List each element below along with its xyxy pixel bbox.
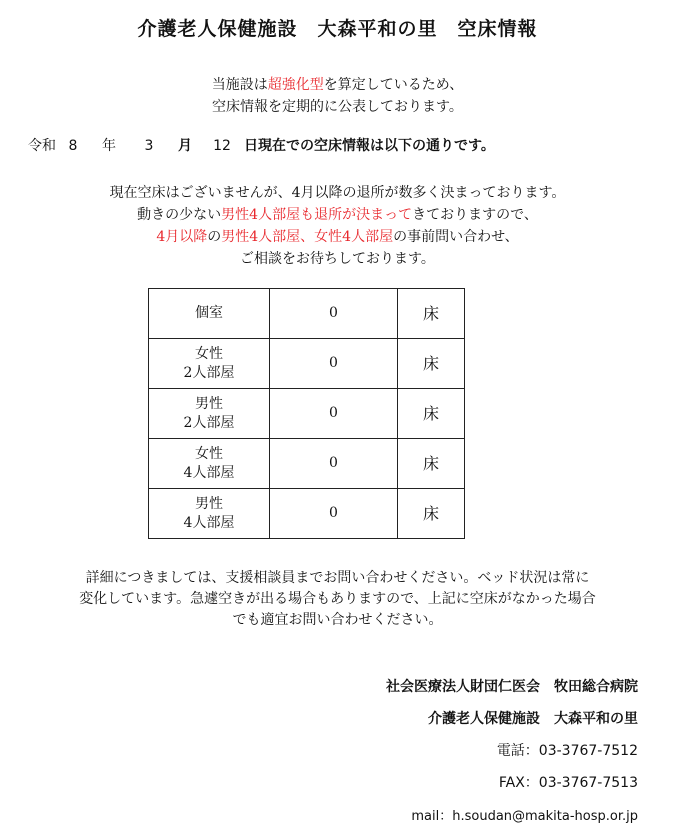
bed-unit-cell: 床	[398, 439, 465, 489]
message-line-2	[0, 204, 675, 226]
bed-unit-cell: 床	[398, 389, 465, 439]
room-size-label: 4人部屋	[183, 514, 235, 531]
bed-vacancy-table	[148, 288, 465, 539]
intro-line-1-pre: 当施設は	[211, 77, 268, 93]
room-gender-label: 女性	[195, 345, 223, 362]
date-era: 令和	[28, 138, 56, 154]
date-year: 8	[68, 138, 78, 154]
table-row	[149, 489, 465, 539]
date-line	[28, 135, 495, 155]
organization-name: 社会医療法人財団仁医会 牧田総合病院	[386, 679, 638, 695]
note-line-2: 変化しています。急遽空きが出る場合もありますので、上記に空床がなかった場合	[79, 591, 596, 607]
intro-text	[0, 74, 675, 118]
bed-count-cell: 0	[270, 339, 398, 389]
message-line-2-highlight: 男性4人部屋も退所が決まって	[221, 207, 413, 223]
room-size-label: 2人部屋	[183, 414, 235, 431]
message-line-3-post: の事前問い合わせ、	[393, 229, 519, 245]
intro-line-2: 空床情報を定期的に公表しております。	[212, 99, 463, 115]
date-year-unit: 年	[102, 138, 116, 154]
intro-line-1	[0, 74, 675, 96]
room-gender-label: 男性	[195, 495, 223, 512]
bed-count-cell: 0	[270, 389, 398, 439]
message-line-1: 現在空床はございませんが、4月以降の退所が数多く決まっております。	[109, 185, 566, 201]
date-month-unit: 月	[178, 138, 192, 154]
intro-highlight: 超強化型	[267, 77, 324, 93]
bed-count-cell: 0	[270, 289, 398, 339]
date-day: 12	[213, 138, 231, 154]
phone-number: 電話：03-3767-7512	[496, 743, 638, 759]
page-title: 介護老人保健施設 大森平和の里 空床情報	[137, 18, 538, 40]
message-line-3	[0, 226, 675, 248]
email-link[interactable]: mail：h.soudan@makita-hosp.or.jp	[411, 809, 638, 824]
bed-unit-cell: 床	[398, 489, 465, 539]
fax-number: FAX：03-3767-7513	[498, 775, 638, 791]
room-size-label: 4人部屋	[183, 464, 235, 481]
note-line-3: でも適宜お問い合わせください。	[232, 612, 443, 628]
room-size-label: 2人部屋	[183, 364, 235, 381]
bed-unit-cell: 床	[398, 339, 465, 389]
date-month: 3	[144, 138, 154, 154]
room-gender-label: 男性	[195, 395, 223, 412]
note-line-1: 詳細につきましては、支援相談員までお問い合わせください。ベッド状況は常に	[85, 570, 590, 586]
bed-count-cell: 0	[270, 489, 398, 539]
table-row	[149, 289, 465, 339]
table-row	[149, 389, 465, 439]
message-line-2-pre: 動きの少ない	[137, 207, 222, 223]
room-type-cell	[149, 389, 270, 439]
room-type-cell	[149, 439, 270, 489]
intro-line-1-post: を算定しているため、	[323, 77, 464, 93]
room-type-cell	[149, 289, 270, 339]
room-type-cell	[149, 489, 270, 539]
message-line-3-highlight-1: 4月以降	[156, 229, 208, 245]
message-line-3-mid: の	[207, 229, 222, 245]
room-gender-label: 女性	[195, 445, 223, 462]
table-row	[149, 439, 465, 489]
table-row	[149, 339, 465, 389]
bed-count-cell: 0	[270, 439, 398, 489]
facility-name: 介護老人保健施設 大森平和の里	[428, 711, 638, 727]
bed-unit-cell: 床	[398, 289, 465, 339]
room-type-cell	[149, 339, 270, 389]
inquiry-note	[0, 568, 675, 631]
message-line-4: ご相談をお待ちしております。	[240, 251, 435, 267]
vacancy-message	[0, 182, 675, 270]
message-line-3-highlight-2: 男性4人部屋、女性4人部屋	[221, 229, 394, 245]
message-line-2-post: きておりますので、	[412, 207, 538, 223]
date-suffix: 日現在での空床情報は以下の通りです。	[244, 138, 495, 154]
room-type-label: 個室	[195, 305, 223, 321]
